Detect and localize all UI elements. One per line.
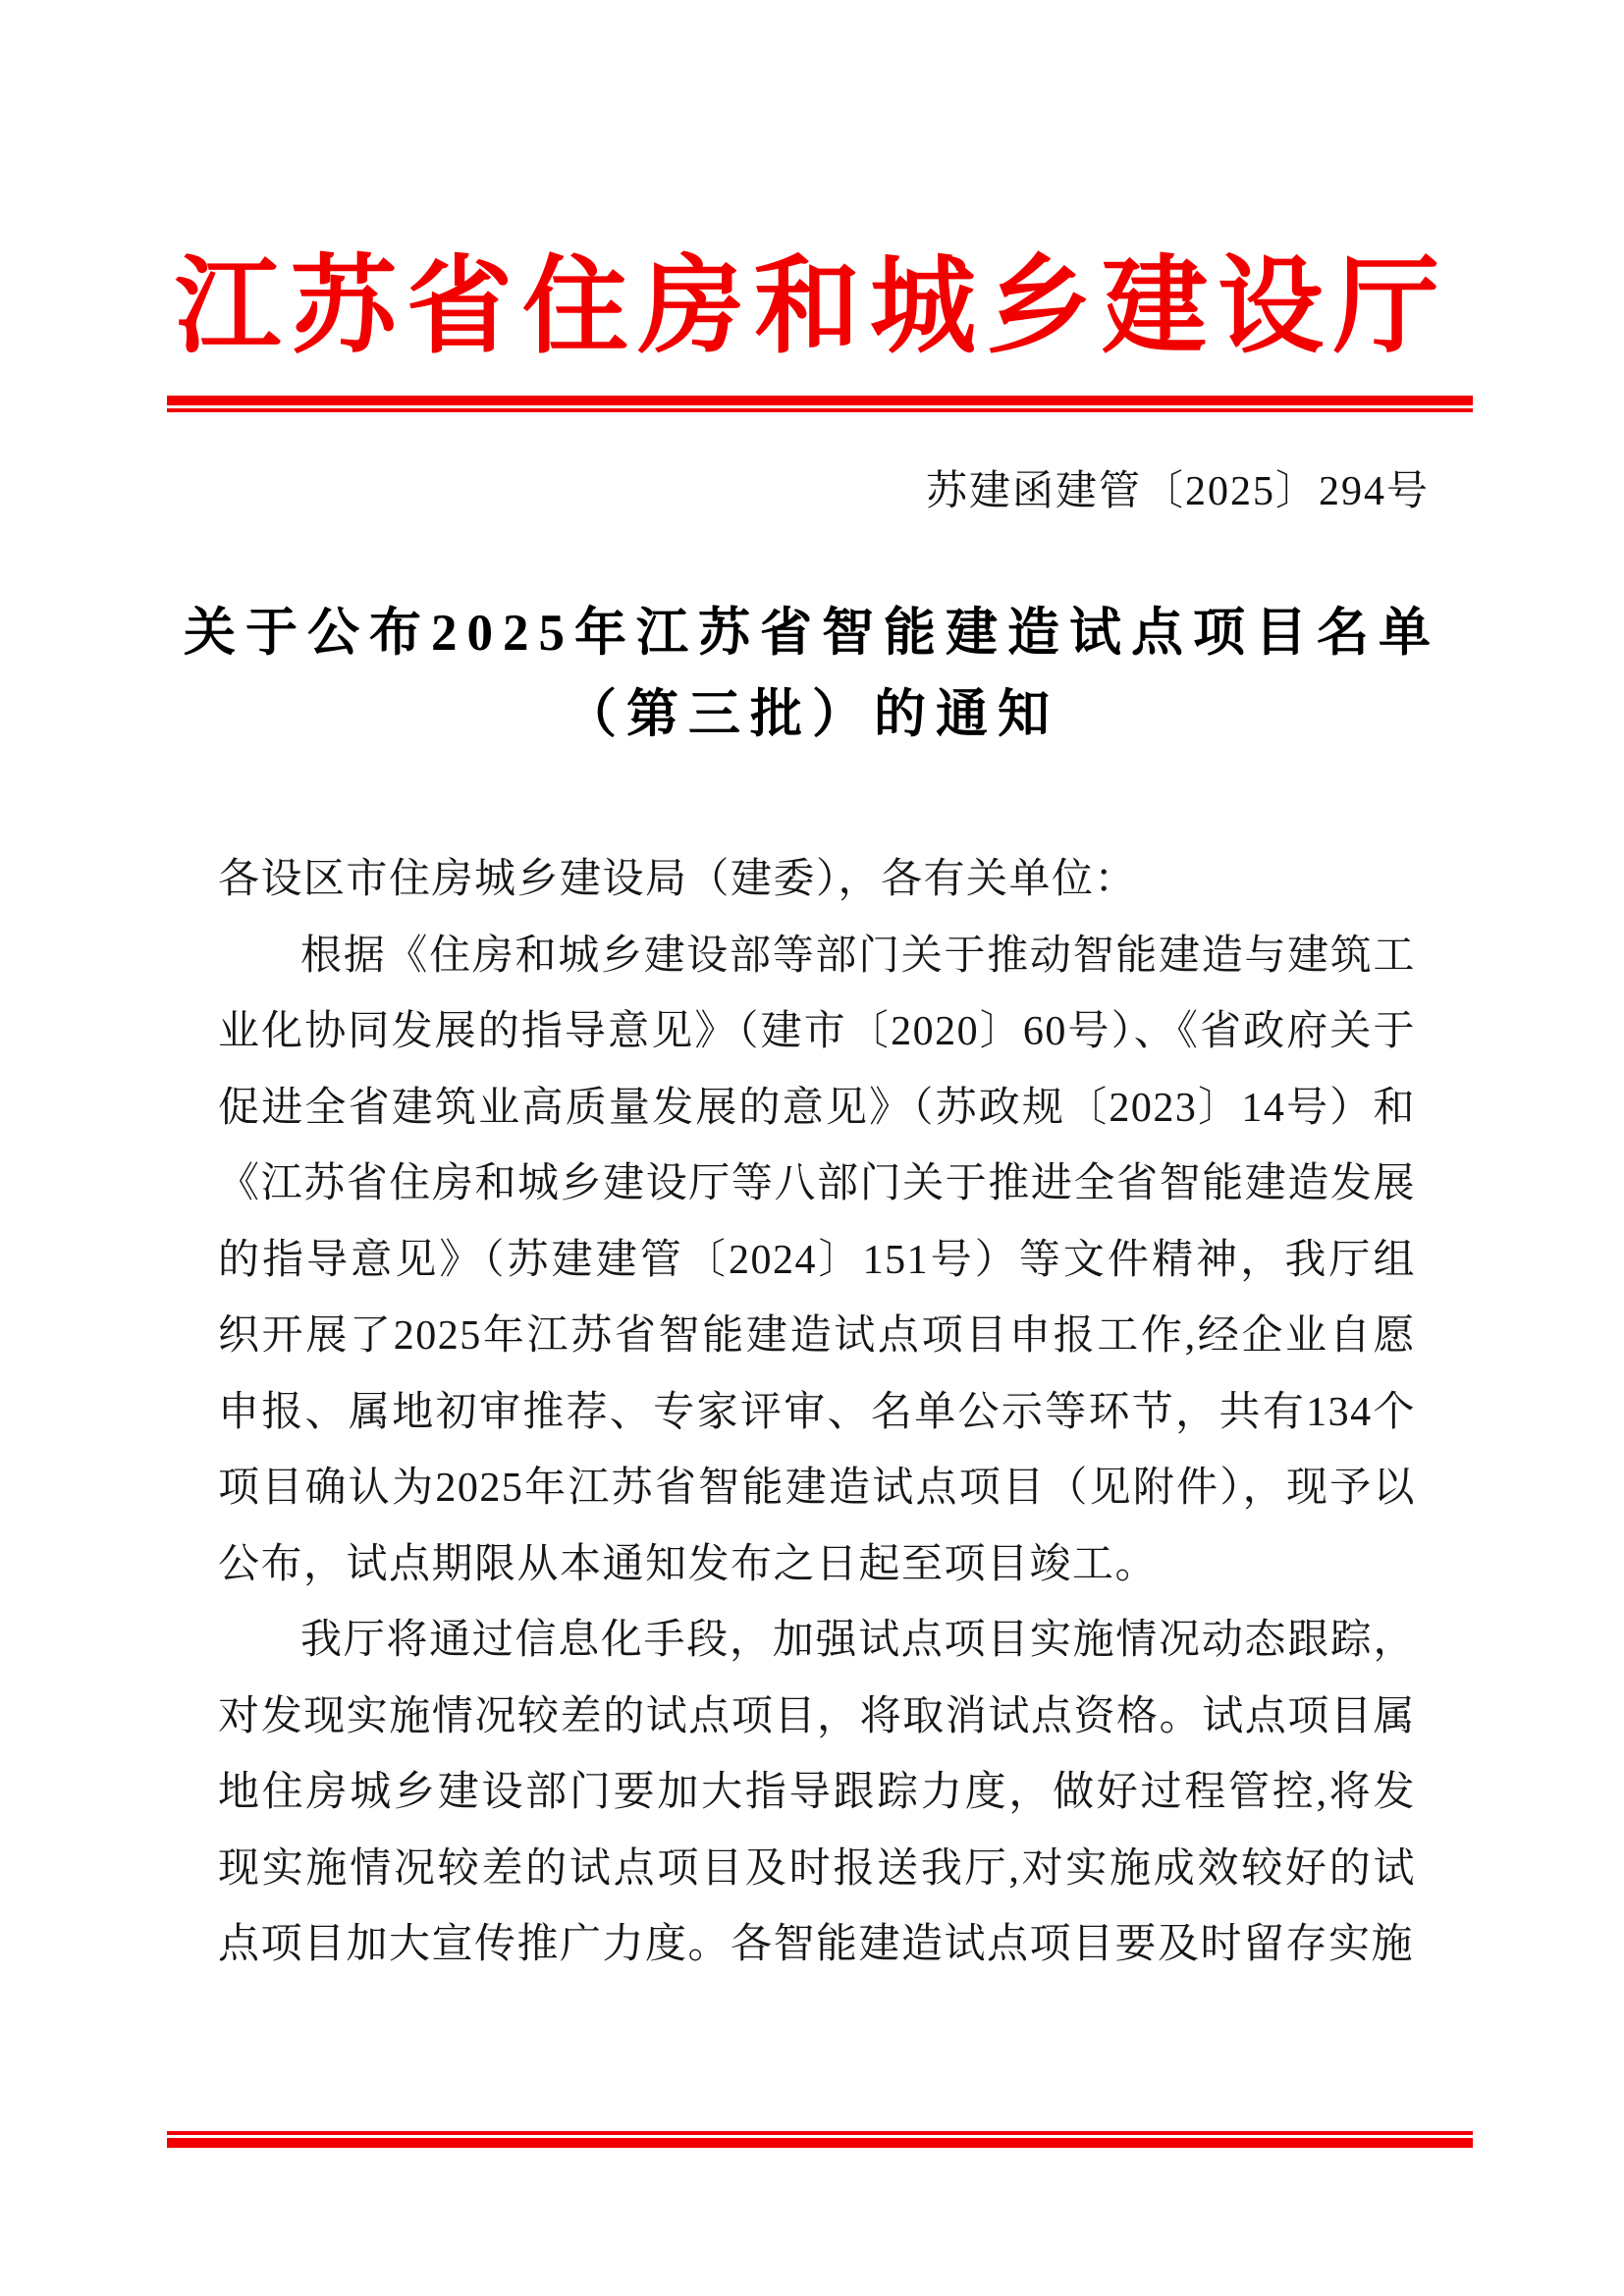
header-divider-thick-line	[167, 396, 1473, 405]
agency-masthead: 江苏省住房和城乡建设厅	[174, 249, 1449, 366]
header-divider	[167, 396, 1473, 412]
notice-body	[218, 842, 1416, 1984]
header-divider-thin-line	[167, 408, 1473, 412]
footer-divider	[167, 2131, 1473, 2148]
notice-title-line2: （第三批）的通知	[565, 686, 1059, 743]
notice-title-line1: 关于公布2025年江苏省智能建造试点项目名单	[184, 605, 1440, 662]
footer-divider-thick-line	[167, 2138, 1473, 2148]
salutation-line: 各设区市住房城乡建设局（建委），各有关单位：	[218, 857, 1138, 902]
document-number: 苏建函建管〔2025〕294号	[925, 469, 1430, 514]
notice-title	[0, 593, 1624, 756]
body-paragraph-1: 根据《住房和城乡建设部等部门关于推动智能建造与建筑工业化协同发展的指导意见》（建市〔2020〕60号）、《省政府关于促进全省建筑业高质量发展的意见》（苏政规〔2023〕14号）和《江苏省住房和城乡建设厅等八部门关于推进全省智能建造发展的指导意见》（苏建建管〔2024〕151号）等文件精神，我厅组织开展了2025年江苏省智能建造试点项目申报工作,经企业自愿申报、属地初审推荐、专家评审、名单公示等环节，共有134个项目确认为2025年江苏省智能建造试点项目（见附件），现予以公布，试点期限从本通知发布之日起至项目竣工。	[218, 933, 1416, 1587]
body-paragraph-2: 我厅将通过信息化手段，加强试点项目实施情况动态跟踪，对发现实施情况较差的试点项目，将取消试点资格。试点项目属地住房城乡建设部门要加大指导跟踪力度，做好过程管控,将发现实施情况较差的试点项目及时报送我厅,对实施成效较好的试点项目加大宣传推广力度。各智能建造试点项目要及时留存实施	[218, 1618, 1416, 1967]
